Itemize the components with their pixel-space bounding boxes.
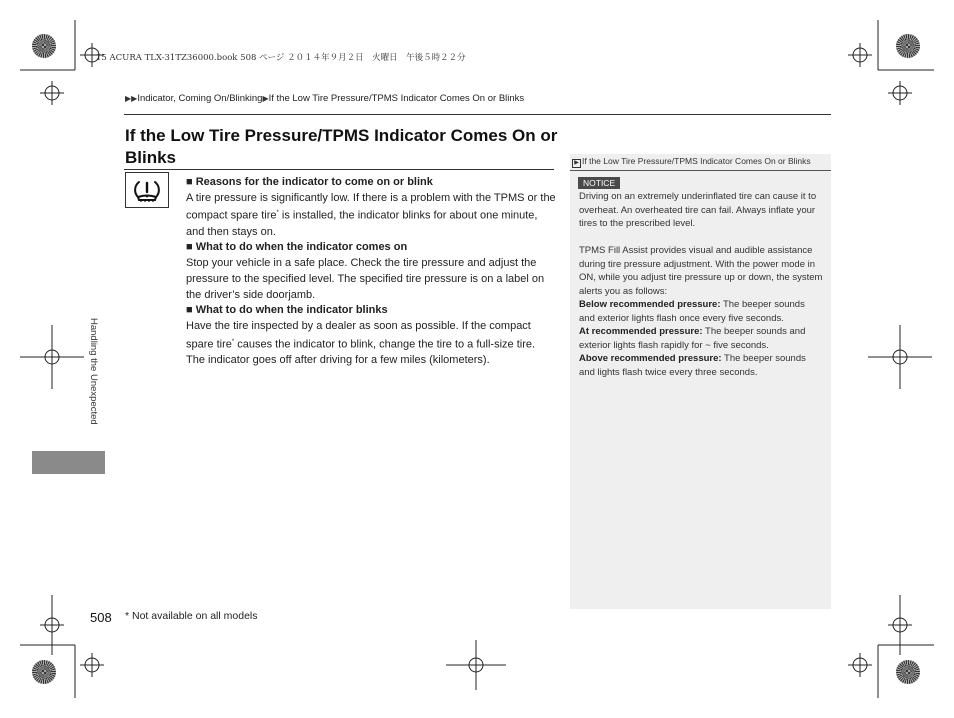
- section-text: Stop your vehicle in a safe place. Check the tire pressure and adjust the pressure to the specified level. The specified tire pressure is on a label on the driver’s side doorjamb.: [186, 257, 545, 301]
- registration-mark: [848, 653, 872, 677]
- side-note-rule: [570, 170, 831, 171]
- registration-mark: [40, 595, 64, 655]
- breadcrumb: [125, 93, 524, 104]
- breadcrumb-item[interactable]: Indicator, Coming On/Blinking: [137, 93, 263, 104]
- registration-mark: [868, 325, 932, 389]
- fill-assist-text: TPMS Fill Assist provides visual and audible assistance during tire pressure adjustment. With the power mode in ON, while you adjust tire pressure up or down, the system alerts you as follows:: [579, 245, 823, 297]
- title-rule: [124, 169, 554, 170]
- notice-text: Driving on an extremely underinflated tire can cause it to overheat. An overheated tire can fail. Always inflate your tires to the prescribed level.: [579, 191, 817, 229]
- registration-mark: [888, 595, 912, 655]
- double-arrow-icon: ▶▶: [125, 94, 138, 103]
- arrow-icon: ▶: [262, 94, 269, 103]
- section-text: Have the tire inspected by a dealer as soon as possible. If the compact spare tire* causes the indicator to blink, change the tire to a full-size tire. The indicator goes off after driving for a few miles (kilometers).: [186, 319, 536, 367]
- chapter-tab-label: Handling the Unexpected: [88, 318, 99, 425]
- chapter-tab[interactable]: [32, 451, 105, 474]
- registration-mark: [80, 43, 104, 67]
- section-heading: ■ What to do when the indicator comes on: [186, 241, 408, 254]
- registration-mark: [848, 43, 872, 67]
- section-text: A tire pressure is significantly low. If there is a problem with the TPMS or the compact spare tire* is installed, the indicator blinks for about one minute, and then stays on.: [186, 191, 556, 238]
- arrow-icon: ▶: [572, 159, 581, 168]
- side-note-title: ▶ If the Low Tire Pressure/TPMS Indicator Comes On or Blinks: [572, 156, 811, 168]
- breadcrumb-item[interactable]: If the Low Tire Pressure/TPMS Indicator Comes On or Blinks: [268, 93, 525, 104]
- section-heading: ■ What to do when the indicator blinks: [186, 304, 388, 317]
- pressure-item: Above recommended pressure: The beeper sounds and lights flash twice every three seconds.: [579, 353, 806, 378]
- pressure-item: Below recommended pressure: The beeper sounds and exterior lights flash once every five seconds.: [579, 299, 805, 324]
- registration-mark: [20, 325, 84, 389]
- page-title: If the Low Tire Pressure/TPMS Indicator Comes On or Blinks: [125, 126, 558, 167]
- pressure-item: At recommended pressure: The beeper sounds and exterior lights flash rapidly for ~ five seconds.: [579, 326, 806, 351]
- notice-badge: NOTICE: [578, 177, 620, 189]
- side-note-text: [579, 190, 823, 379]
- header-rule: [124, 114, 831, 115]
- print-header: 15 ACURA TLX-31TZ36000.book 508 ページ ２０１４年９月２日 火曜日 午後５時２２分: [96, 53, 466, 63]
- tire-pressure-warning-icon: [125, 172, 169, 208]
- footnote: * Not available on all models: [125, 610, 258, 622]
- registration-mark: [40, 81, 64, 105]
- main-content: [186, 175, 556, 369]
- registration-mark: [80, 653, 104, 677]
- registration-mark: [446, 640, 506, 690]
- registration-mark: [888, 81, 912, 105]
- section-heading: ■ Reasons for the indicator to come on or blink: [186, 176, 433, 188]
- page-number: 508: [90, 610, 112, 625]
